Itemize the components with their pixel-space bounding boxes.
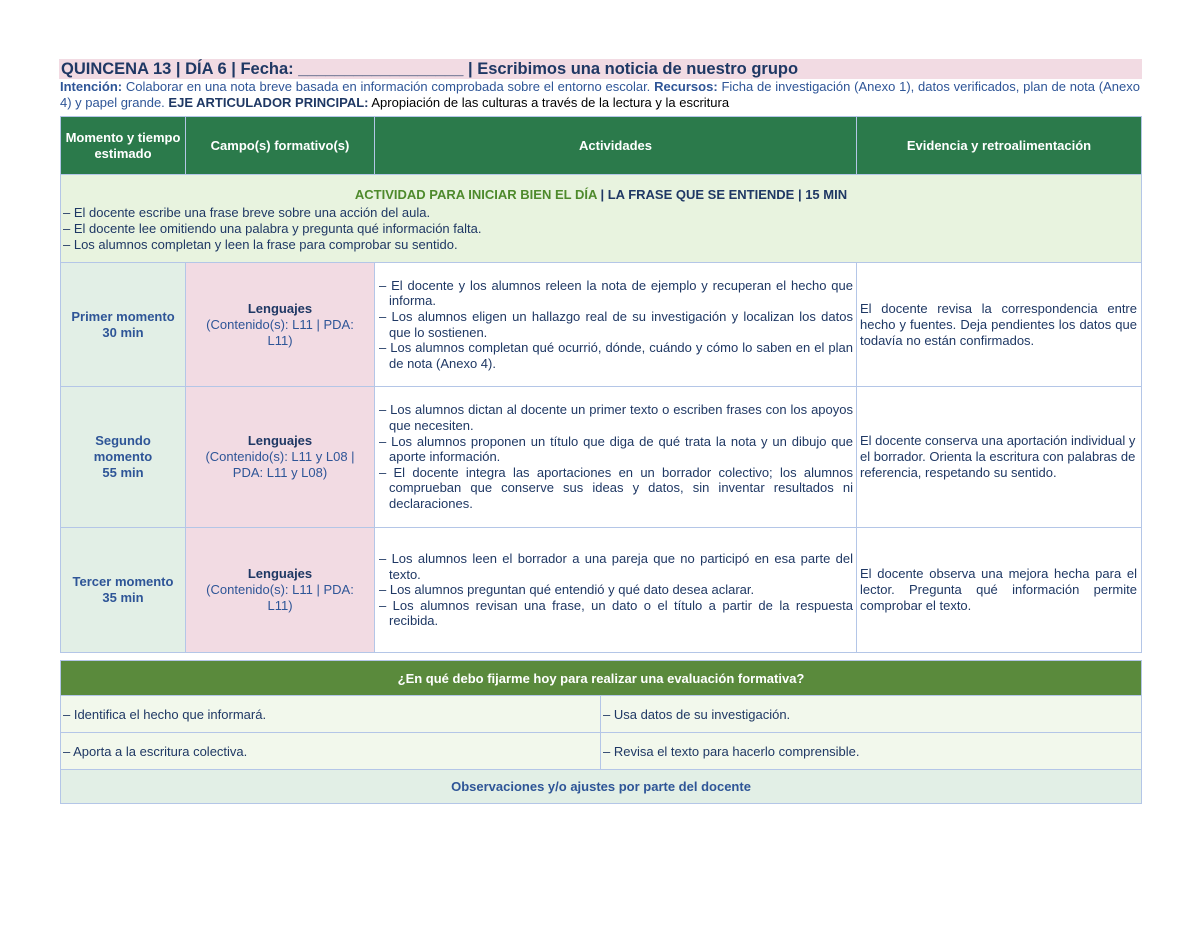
evidence-cell: El docente revisa la correspondencia entre hecho y fuentes. Deja pendientes los datos que todavía no están confirmados. xyxy=(857,263,1142,387)
moment-row-3 xyxy=(61,528,1142,653)
page-title: QUINCENA 13 | DÍA 6 | Fecha: __________________ | Escribimos una noticia de nuestro grupo xyxy=(59,59,1142,79)
planning-table xyxy=(60,116,1142,653)
start-activity-cell xyxy=(61,175,1142,263)
moment-name: Primer momento xyxy=(71,308,175,324)
activity-item: – Los alumnos preguntan qué entendió y qué dato desea aclarar. xyxy=(379,582,755,598)
intencion-label: Intención: xyxy=(60,79,123,94)
evaluation-item: – Usa datos de su investigación. xyxy=(601,696,1142,733)
activity-item: – Los alumnos leen el borrador a una pareja que no participó en esa parte del texto. xyxy=(379,551,853,582)
activity-item: – Los alumnos revisan una frase, un dato o el título a partir de la respuesta recibida. xyxy=(379,597,853,629)
evidence-cell: El docente observa una mejora hecha para el lector. Pregunta qué información permite comprobar el texto. xyxy=(857,528,1142,653)
moment-row-2 xyxy=(61,387,1142,528)
evaluation-table xyxy=(60,660,1142,804)
start-activity-subtitle: | LA FRASE QUE SE ENTIENDE | 15 MIN xyxy=(600,187,848,202)
evaluation-item: – Revisa el texto para hacerlo comprensible. xyxy=(601,733,1142,770)
moment-name: Segundo momento xyxy=(93,433,153,464)
start-activity-line: – El docente lee omitiendo una palabra y pregunta qué información falta. xyxy=(63,221,482,236)
moment-row-1 xyxy=(61,263,1142,387)
campo-name: Lenguajes xyxy=(247,566,313,581)
activity-item: – Los alumnos proponen un título que diga de qué trata la nota y un dibujo que aporte información. xyxy=(379,433,853,465)
eje-label: EJE ARTICULADOR PRINCIPAL: xyxy=(168,95,369,110)
campo-name: Lenguajes xyxy=(247,300,313,316)
column-header-activities: Actividades xyxy=(375,117,857,175)
activity-item: – Los alumnos completan qué ocurrió, dónde, cuándo y cómo lo saben en el plan de nota (Anexo 4). xyxy=(379,340,853,371)
evaluation-question: ¿En qué debo fijarme hoy para realizar una evaluación formativa? xyxy=(61,661,1142,696)
campo-contenido: (Contenido(s): L11 | PDA: L11) xyxy=(206,316,354,348)
recursos-text: Ficha de investigación (Anexo 1), datos verificados, plan de nota (Anexo 4) y papel grande. xyxy=(60,79,1140,110)
moment-cell xyxy=(61,387,186,528)
start-activity-line: – El docente escribe una frase breve sobre una acción del aula. xyxy=(63,205,431,220)
table-header-row xyxy=(61,117,1142,175)
moment-time: 30 min xyxy=(102,324,144,340)
moment-time: 35 min xyxy=(102,590,144,605)
activity-item: – Los alumnos dictan al docente un primer texto o escriben frases con los apoyos que necesiten. xyxy=(379,402,853,434)
evaluation-item: – Identifica el hecho que informará. xyxy=(61,696,601,733)
intencion-text: Colaborar en una nota breve basada en información comprobada sobre el entorno escolar. xyxy=(125,79,651,94)
campo-cell xyxy=(186,387,375,528)
evaluation-item: – Aporta a la escritura colectiva. xyxy=(61,733,601,770)
recursos-label: Recursos: xyxy=(654,79,718,94)
campo-contenido: (Contenido(s): L11 | PDA: L11) xyxy=(206,582,354,613)
activities-cell xyxy=(375,528,857,653)
observations-label: Observaciones y/o ajustes por parte del docente xyxy=(61,770,1142,804)
column-header-moment: Momento y tiempo estimado xyxy=(61,117,186,175)
evidence-cell: El docente conserva una aportación individual y el borrador. Orienta la escritura con palabras de referencia, respetando su sentido. xyxy=(857,387,1142,528)
eje-text: Apropiación de las culturas a través de la lectura y la escritura xyxy=(371,95,730,110)
activities-cell xyxy=(375,263,857,387)
start-activity-row xyxy=(61,175,1142,263)
column-header-evidence: Evidencia y retroalimentación xyxy=(857,117,1142,175)
activity-item: – El docente integra las aportaciones en un borrador colectivo; los alumnos comprueban que conserve sus ideas y datos, sin inventar resultados ni declaraciones. xyxy=(379,464,853,511)
moment-cell xyxy=(61,528,186,653)
moment-time: 55 min xyxy=(102,465,144,480)
start-activity-title xyxy=(61,187,1141,203)
activity-item: – El docente y los alumnos releen la nota de ejemplo y recuperan el hecho que informa. xyxy=(379,277,853,309)
intro-paragraph xyxy=(60,79,1140,111)
column-header-campo: Campo(s) formativo(s) xyxy=(186,117,375,175)
moment-name: Tercer momento xyxy=(72,574,174,589)
moment-cell xyxy=(61,263,186,387)
start-activity-label: ACTIVIDAD PARA INICIAR BIEN EL DÍA xyxy=(354,187,597,202)
campo-cell xyxy=(186,263,375,387)
activity-item: – Los alumnos eligen un hallazgo real de su investigación y localizan los datos que lo sostienen. xyxy=(379,308,853,340)
start-activity-line: – Los alumnos completan y leen la frase para comprobar su sentido. xyxy=(63,237,458,252)
campo-cell xyxy=(186,528,375,653)
campo-contenido: (Contenido(s): L11 y L08 | PDA: L11 y L08) xyxy=(205,449,355,480)
activities-cell xyxy=(375,387,857,528)
campo-name: Lenguajes xyxy=(247,433,313,448)
